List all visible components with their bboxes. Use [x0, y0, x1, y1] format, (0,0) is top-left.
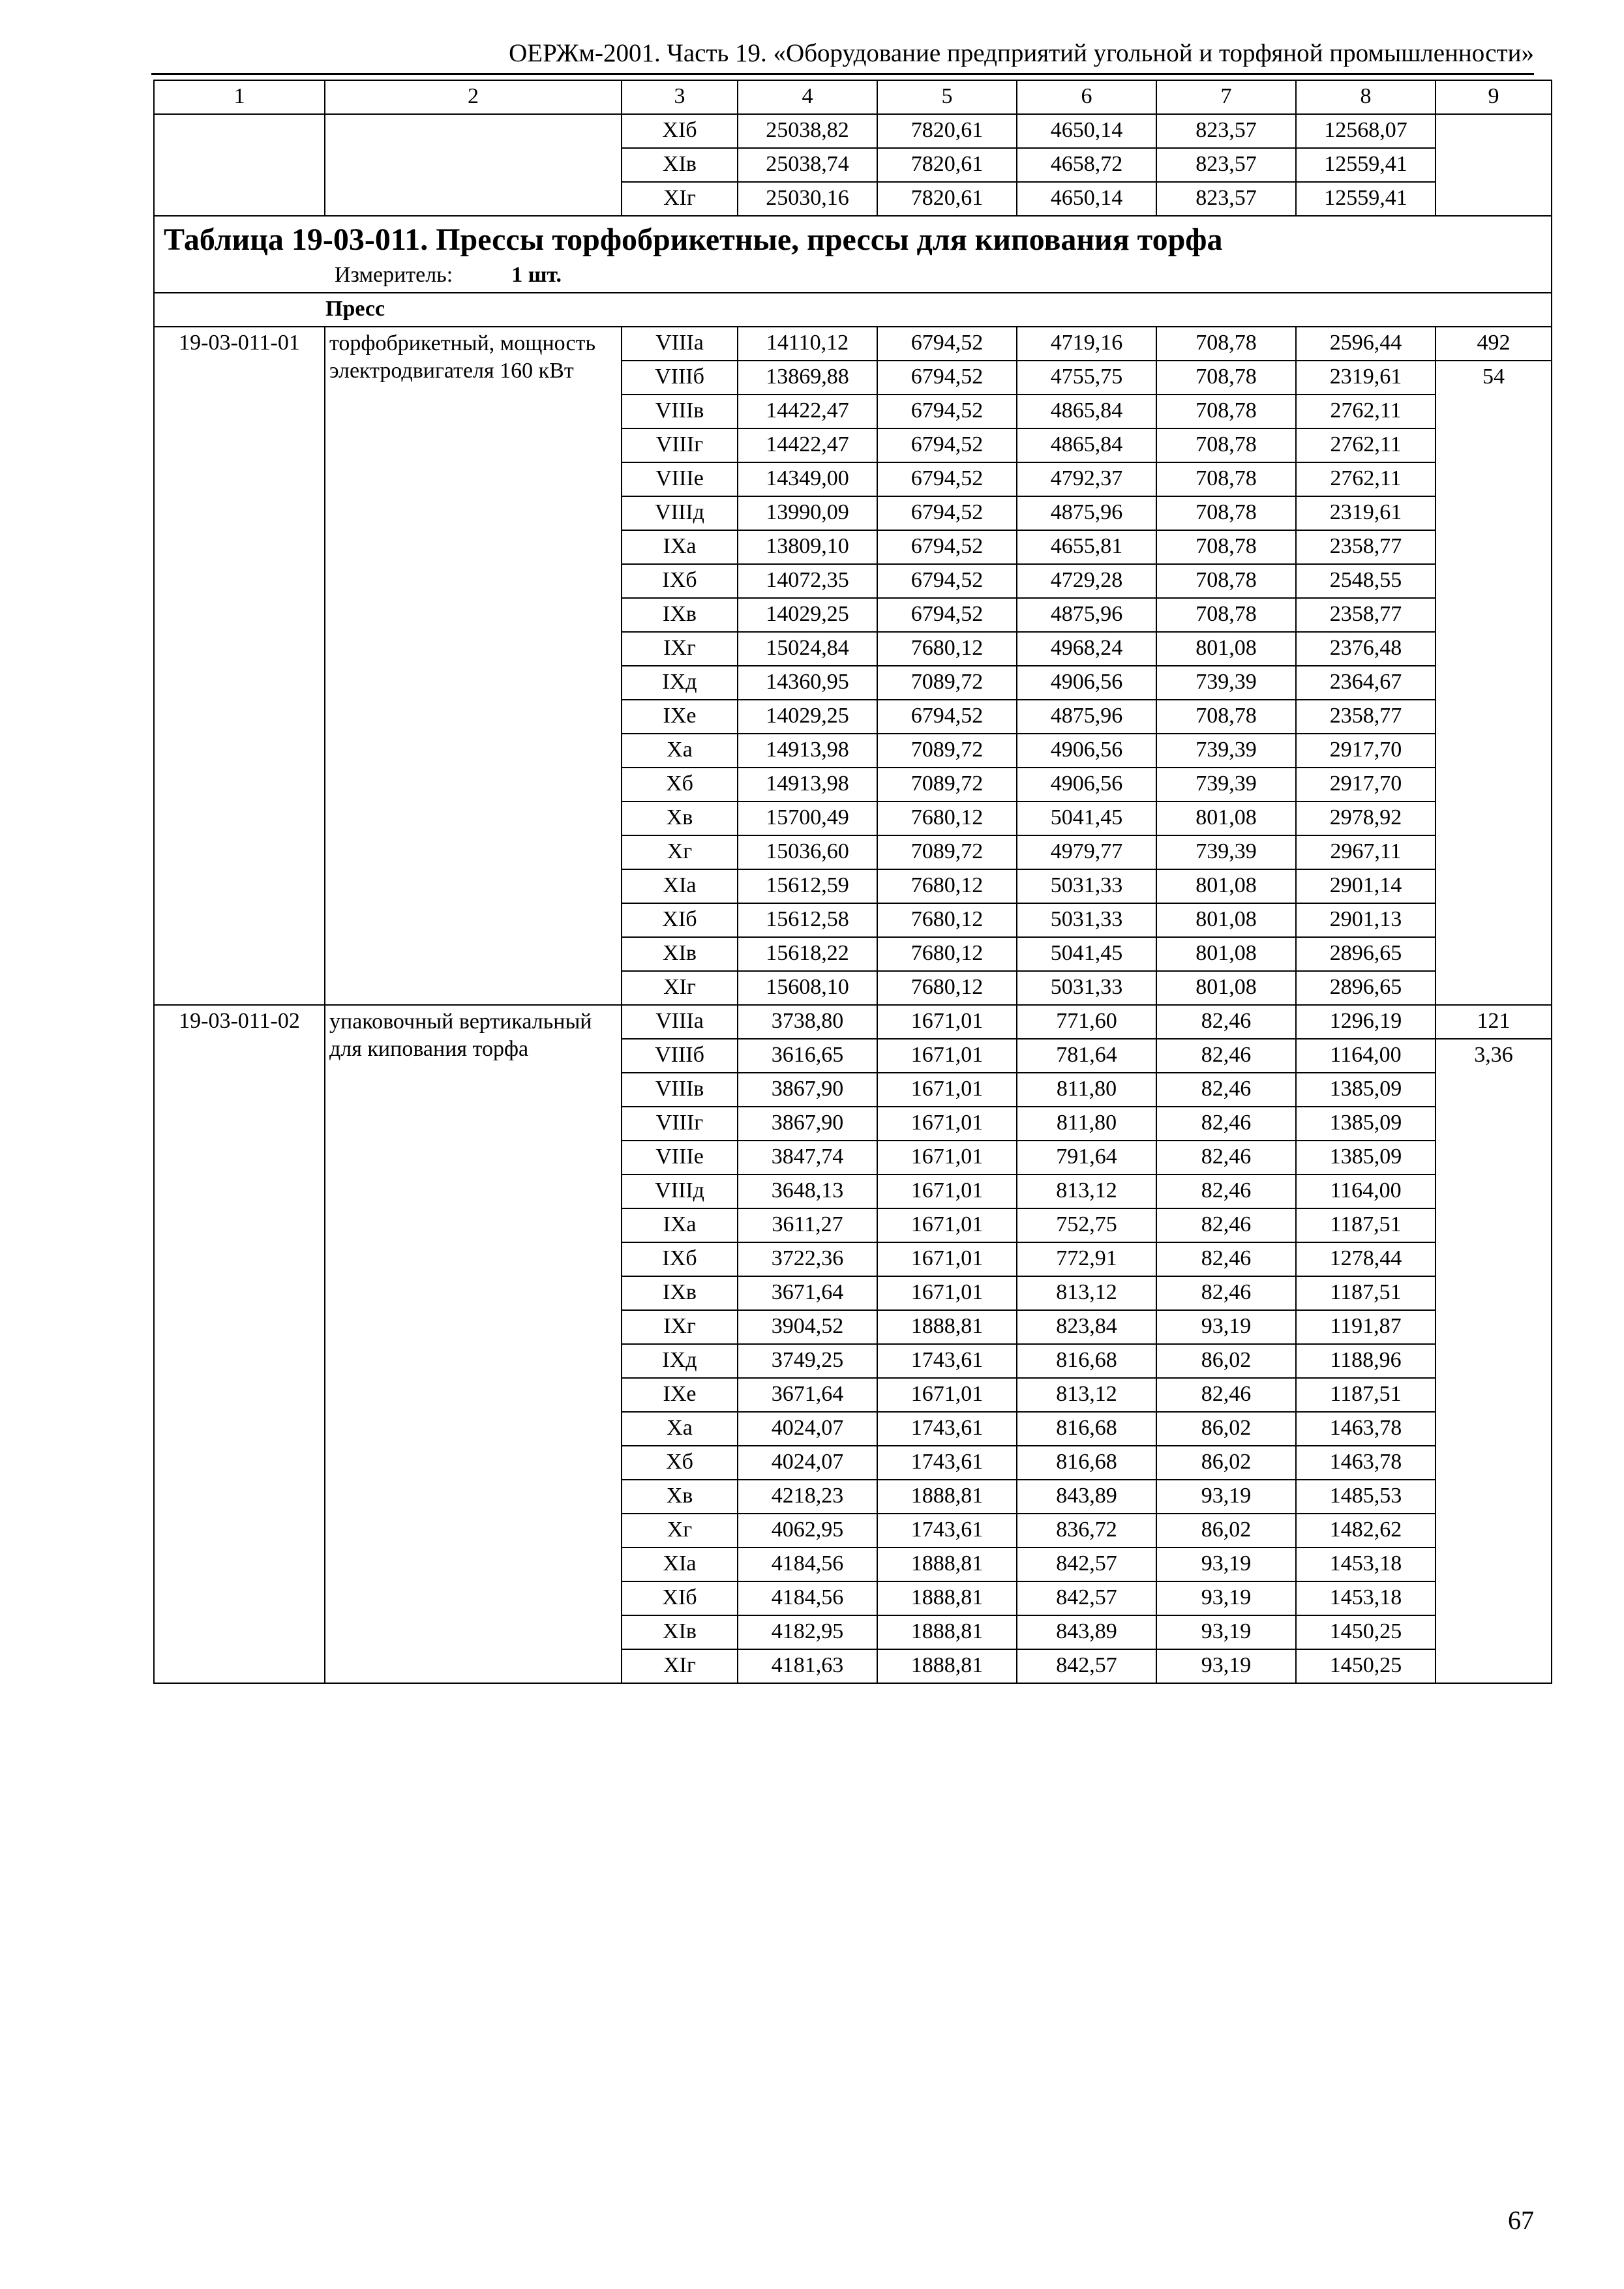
value-cell: VIIIд [622, 496, 738, 530]
value-cell: XIв [622, 148, 738, 182]
value-cell: 1671,01 [877, 1208, 1017, 1242]
item-code: 19-03-011-01 [154, 327, 325, 1005]
value-cell: VIIIа [622, 1005, 738, 1039]
col9-cell: 54 [1436, 361, 1552, 1005]
value-cell: 1888,81 [877, 1615, 1017, 1649]
table-row [154, 327, 1552, 361]
value-cell: 801,08 [1156, 937, 1296, 971]
value-cell: 6794,52 [877, 496, 1017, 530]
value-cell: 82,46 [1156, 1174, 1296, 1208]
value-cell: 86,02 [1156, 1446, 1296, 1480]
value-cell: 813,12 [1017, 1276, 1156, 1310]
value-cell: 14110,12 [738, 327, 877, 361]
value-cell: 1385,09 [1296, 1141, 1436, 1174]
value-cell: 4658,72 [1017, 148, 1156, 182]
value-cell: 6794,52 [877, 700, 1017, 734]
value-cell: 801,08 [1156, 801, 1296, 835]
value-cell: 5031,33 [1017, 903, 1156, 937]
value-cell: 2901,14 [1296, 869, 1436, 903]
value-cell: Xв [622, 801, 738, 835]
value-cell: 4182,95 [738, 1615, 877, 1649]
value-cell: 3847,74 [738, 1141, 877, 1174]
value-cell: 1453,18 [1296, 1548, 1436, 1581]
value-cell: 739,39 [1156, 666, 1296, 700]
value-cell: 1888,81 [877, 1581, 1017, 1615]
col9-cell: 3,36 [1436, 1039, 1552, 1683]
value-cell: 14422,47 [738, 395, 877, 428]
value-cell: 4792,37 [1017, 462, 1156, 496]
value-cell: 2896,65 [1296, 937, 1436, 971]
item-code: 19-03-011-02 [154, 1005, 325, 1683]
value-cell: 86,02 [1156, 1514, 1296, 1548]
value-cell: 7089,72 [877, 768, 1017, 801]
value-cell: 1485,53 [1296, 1480, 1436, 1514]
value-cell: 2762,11 [1296, 428, 1436, 462]
value-cell: 1450,25 [1296, 1649, 1436, 1683]
value-cell: 4875,96 [1017, 598, 1156, 632]
value-cell: 93,19 [1156, 1581, 1296, 1615]
value-cell: 86,02 [1156, 1344, 1296, 1378]
value-cell: 1671,01 [877, 1174, 1017, 1208]
value-cell: 4968,24 [1017, 632, 1156, 666]
value-cell: 7820,61 [877, 114, 1017, 148]
value-cell: IXб [622, 564, 738, 598]
value-cell: 708,78 [1156, 428, 1296, 462]
value-cell: 752,75 [1017, 1208, 1156, 1242]
value-cell: Xг [622, 835, 738, 869]
col9-cell [1436, 114, 1552, 216]
value-cell: 843,89 [1017, 1480, 1156, 1514]
value-cell: 4184,56 [738, 1581, 877, 1615]
value-cell: 3671,64 [738, 1276, 877, 1310]
col9-cell: 492 [1436, 327, 1552, 361]
value-cell: 14029,25 [738, 700, 877, 734]
value-cell: 2596,44 [1296, 327, 1436, 361]
value-cell: 15024,84 [738, 632, 877, 666]
value-cell: 3904,52 [738, 1310, 877, 1344]
value-cell: 7820,61 [877, 182, 1017, 216]
price-table [153, 80, 1552, 1684]
value-cell: 6794,52 [877, 395, 1017, 428]
value-cell: 4062,95 [738, 1514, 877, 1548]
value-cell: 1463,78 [1296, 1412, 1436, 1446]
value-cell: 842,57 [1017, 1581, 1156, 1615]
value-cell: 836,72 [1017, 1514, 1156, 1548]
value-cell: IXе [622, 700, 738, 734]
value-cell: 1187,51 [1296, 1276, 1436, 1310]
value-cell: IXд [622, 666, 738, 700]
value-cell: 12559,41 [1296, 182, 1436, 216]
value-cell: 823,57 [1156, 148, 1296, 182]
value-cell: XIв [622, 937, 738, 971]
value-cell: 4024,07 [738, 1446, 877, 1480]
value-cell: 2967,11 [1296, 835, 1436, 869]
value-cell: 4650,14 [1017, 182, 1156, 216]
value-cell: 3867,90 [738, 1073, 877, 1107]
group-label: Пресс [154, 293, 1552, 327]
value-cell: 4719,16 [1017, 327, 1156, 361]
column-number: 8 [1296, 80, 1436, 114]
value-cell: 6794,52 [877, 428, 1017, 462]
column-number: 4 [738, 80, 877, 114]
value-cell: 82,46 [1156, 1276, 1296, 1310]
value-cell: 813,12 [1017, 1378, 1156, 1412]
value-cell: 739,39 [1156, 768, 1296, 801]
value-cell: 5031,33 [1017, 971, 1156, 1005]
value-cell: 15618,22 [738, 937, 877, 971]
value-cell: 813,12 [1017, 1174, 1156, 1208]
value-cell: 1278,44 [1296, 1242, 1436, 1276]
measure-label: Измеритель: [335, 263, 453, 287]
value-cell: 1164,00 [1296, 1039, 1436, 1073]
value-cell: 2978,92 [1296, 801, 1436, 835]
value-cell: 3749,25 [738, 1344, 877, 1378]
value-cell: IXг [622, 1310, 738, 1344]
value-cell: 2358,77 [1296, 598, 1436, 632]
value-cell: 93,19 [1156, 1310, 1296, 1344]
value-cell: Xб [622, 1446, 738, 1480]
value-cell: VIIIб [622, 361, 738, 395]
value-cell: IXа [622, 1208, 738, 1242]
value-cell: XIв [622, 1615, 738, 1649]
value-cell: 25038,82 [738, 114, 877, 148]
value-cell: 6794,52 [877, 598, 1017, 632]
value-cell: 1187,51 [1296, 1208, 1436, 1242]
value-cell: XIб [622, 903, 738, 937]
value-cell: 1671,01 [877, 1039, 1017, 1073]
value-cell: 14029,25 [738, 598, 877, 632]
value-cell: 4655,81 [1017, 530, 1156, 564]
value-cell: 7680,12 [877, 937, 1017, 971]
table-row [154, 1005, 1552, 1039]
value-cell: 7680,12 [877, 632, 1017, 666]
value-cell: 82,46 [1156, 1378, 1296, 1412]
table-title: Таблица 19-03-011. Прессы торфобрикетные, прессы для кипования торфа [164, 222, 1223, 257]
value-cell: 12559,41 [1296, 148, 1436, 182]
value-cell: 842,57 [1017, 1649, 1156, 1683]
value-cell: VIIIв [622, 1073, 738, 1107]
value-cell: XIг [622, 1649, 738, 1683]
value-cell: 708,78 [1156, 598, 1296, 632]
value-cell: 4755,75 [1017, 361, 1156, 395]
value-cell: 1671,01 [877, 1276, 1017, 1310]
value-cell: Xа [622, 1412, 738, 1446]
value-cell: 4024,07 [738, 1412, 877, 1446]
value-cell: 708,78 [1156, 530, 1296, 564]
measure-line [164, 260, 1542, 292]
value-cell: 811,80 [1017, 1073, 1156, 1107]
value-cell: 801,08 [1156, 869, 1296, 903]
value-cell: 4865,84 [1017, 428, 1156, 462]
value-cell: 1888,81 [877, 1649, 1017, 1683]
value-cell: Xг [622, 1514, 738, 1548]
column-number: 3 [622, 80, 738, 114]
value-cell: XIб [622, 1581, 738, 1615]
value-cell: 2364,67 [1296, 666, 1436, 700]
value-cell: 1743,61 [877, 1514, 1017, 1548]
value-cell: 7820,61 [877, 148, 1017, 182]
value-cell: 2319,61 [1296, 361, 1436, 395]
column-number-row [154, 80, 1552, 114]
value-cell: 13809,10 [738, 530, 877, 564]
value-cell: 708,78 [1156, 496, 1296, 530]
value-cell: 5041,45 [1017, 937, 1156, 971]
value-cell: XIг [622, 182, 738, 216]
value-cell: 3616,65 [738, 1039, 877, 1073]
value-cell: 6794,52 [877, 361, 1017, 395]
value-cell: 93,19 [1156, 1615, 1296, 1649]
value-cell: 1743,61 [877, 1446, 1017, 1480]
value-cell: 6794,52 [877, 564, 1017, 598]
value-cell: VIIIг [622, 1107, 738, 1141]
value-cell: 1450,25 [1296, 1615, 1436, 1649]
value-cell: 3611,27 [738, 1208, 877, 1242]
value-cell: 13990,09 [738, 496, 877, 530]
value-cell: 7680,12 [877, 971, 1017, 1005]
value-cell: XIа [622, 1548, 738, 1581]
value-cell: IXг [622, 632, 738, 666]
value-cell: 5031,33 [1017, 869, 1156, 903]
column-number: 6 [1017, 80, 1156, 114]
value-cell: 2762,11 [1296, 395, 1436, 428]
value-cell: VIIIе [622, 462, 738, 496]
value-cell: 4906,56 [1017, 768, 1156, 801]
value-cell: 2896,65 [1296, 971, 1436, 1005]
value-cell: 1743,61 [877, 1344, 1017, 1378]
value-cell: 4875,96 [1017, 700, 1156, 734]
column-number: 9 [1436, 80, 1552, 114]
value-cell: IXд [622, 1344, 738, 1378]
value-cell: 86,02 [1156, 1412, 1296, 1446]
value-cell: 4979,77 [1017, 835, 1156, 869]
value-cell: 771,60 [1017, 1005, 1156, 1039]
value-cell: XIг [622, 971, 738, 1005]
value-cell: 14422,47 [738, 428, 877, 462]
value-cell: 15036,60 [738, 835, 877, 869]
value-cell: 1191,87 [1296, 1310, 1436, 1344]
value-cell: 1188,96 [1296, 1344, 1436, 1378]
value-cell: 2901,13 [1296, 903, 1436, 937]
column-number: 2 [325, 80, 622, 114]
value-cell: 1671,01 [877, 1242, 1017, 1276]
value-cell: 1482,62 [1296, 1514, 1436, 1548]
value-cell: 1888,81 [877, 1548, 1017, 1581]
value-cell: 25038,74 [738, 148, 877, 182]
value-cell: 15608,10 [738, 971, 877, 1005]
value-cell: 6794,52 [877, 530, 1017, 564]
value-cell: 1671,01 [877, 1107, 1017, 1141]
value-cell: 801,08 [1156, 632, 1296, 666]
value-cell: 1453,18 [1296, 1581, 1436, 1615]
value-cell: 2358,77 [1296, 700, 1436, 734]
value-cell: 801,08 [1156, 971, 1296, 1005]
value-cell: 7680,12 [877, 903, 1017, 937]
value-cell: 791,64 [1017, 1141, 1156, 1174]
running-header: ОЕРЖм-2001. Часть 19. «Оборудование предприятий угольной и торфяной промышленности» [509, 39, 1534, 67]
value-cell: Xб [622, 768, 738, 801]
value-cell: 708,78 [1156, 361, 1296, 395]
value-cell: IXа [622, 530, 738, 564]
value-cell: 82,46 [1156, 1073, 1296, 1107]
value-cell: VIIIб [622, 1039, 738, 1073]
table-title-cell [154, 216, 1552, 293]
value-cell: 7680,12 [877, 869, 1017, 903]
value-cell: 3671,64 [738, 1378, 877, 1412]
value-cell: 1463,78 [1296, 1446, 1436, 1480]
value-cell: 1671,01 [877, 1141, 1017, 1174]
value-cell: VIIIв [622, 395, 738, 428]
value-cell: 7089,72 [877, 734, 1017, 768]
value-cell: VIIIг [622, 428, 738, 462]
value-cell: IXе [622, 1378, 738, 1412]
value-cell: Xа [622, 734, 738, 768]
value-cell: IXв [622, 598, 738, 632]
value-cell: 14913,98 [738, 734, 877, 768]
value-cell: Xв [622, 1480, 738, 1514]
value-cell: 12568,07 [1296, 114, 1436, 148]
code-cell [154, 114, 325, 216]
value-cell: 801,08 [1156, 903, 1296, 937]
value-cell: 2917,70 [1296, 768, 1436, 801]
value-cell: 816,68 [1017, 1446, 1156, 1480]
value-cell: 708,78 [1156, 395, 1296, 428]
value-cell: 739,39 [1156, 734, 1296, 768]
value-cell: 2762,11 [1296, 462, 1436, 496]
item-name: торфобрикетный, мощность электродвигателя 160 кВт [325, 327, 622, 1005]
value-cell: 5041,45 [1017, 801, 1156, 835]
page-number: 67 [1508, 2206, 1534, 2235]
value-cell: 843,89 [1017, 1615, 1156, 1649]
value-cell: 15700,49 [738, 801, 877, 835]
value-cell: 1671,01 [877, 1005, 1017, 1039]
value-cell: 1385,09 [1296, 1107, 1436, 1141]
value-cell: 1671,01 [877, 1378, 1017, 1412]
value-cell: 93,19 [1156, 1649, 1296, 1683]
value-cell: IXв [622, 1276, 738, 1310]
value-cell: 4184,56 [738, 1548, 877, 1581]
value-cell: 823,57 [1156, 114, 1296, 148]
value-cell: 781,64 [1017, 1039, 1156, 1073]
value-cell: 82,46 [1156, 1005, 1296, 1039]
value-cell: 14913,98 [738, 768, 877, 801]
value-cell: 25030,16 [738, 182, 877, 216]
header-divider [151, 73, 1534, 75]
value-cell: 2319,61 [1296, 496, 1436, 530]
value-cell: 4218,23 [738, 1480, 877, 1514]
value-cell: 1888,81 [877, 1480, 1017, 1514]
value-cell: 4729,28 [1017, 564, 1156, 598]
value-cell: 1671,01 [877, 1073, 1017, 1107]
value-cell: 1296,19 [1296, 1005, 1436, 1039]
column-number: 5 [877, 80, 1017, 114]
value-cell: 772,91 [1017, 1242, 1156, 1276]
column-number: 1 [154, 80, 325, 114]
value-cell: VIIIа [622, 327, 738, 361]
col9-cell: 121 [1436, 1005, 1552, 1039]
value-cell: 4906,56 [1017, 666, 1156, 700]
value-cell: 14360,95 [738, 666, 877, 700]
value-cell: 6794,52 [877, 327, 1017, 361]
value-cell: 82,46 [1156, 1141, 1296, 1174]
value-cell: 739,39 [1156, 835, 1296, 869]
value-cell: 2376,48 [1296, 632, 1436, 666]
value-cell: XIб [622, 114, 738, 148]
name-cell [325, 114, 622, 216]
value-cell: 842,57 [1017, 1548, 1156, 1581]
value-cell: 1385,09 [1296, 1073, 1436, 1107]
group-label-row [154, 293, 1552, 327]
value-cell: 82,46 [1156, 1208, 1296, 1242]
value-cell: 7680,12 [877, 801, 1017, 835]
value-cell: 4875,96 [1017, 496, 1156, 530]
value-cell: VIIIд [622, 1174, 738, 1208]
value-cell: 4865,84 [1017, 395, 1156, 428]
value-cell: 1888,81 [877, 1310, 1017, 1344]
table-row [154, 114, 1552, 148]
value-cell: 7089,72 [877, 835, 1017, 869]
table-title-row [154, 216, 1552, 293]
value-cell: 2358,77 [1296, 530, 1436, 564]
value-cell: 93,19 [1156, 1548, 1296, 1581]
value-cell: 6794,52 [877, 462, 1017, 496]
value-cell: 1743,61 [877, 1412, 1017, 1446]
value-cell: 82,46 [1156, 1107, 1296, 1141]
value-cell: 3648,13 [738, 1174, 877, 1208]
value-cell: 2917,70 [1296, 734, 1436, 768]
item-name: упаковочный вертикальный для кипования торфа [325, 1005, 622, 1683]
value-cell: 823,57 [1156, 182, 1296, 216]
measure-value: 1 шт. [511, 263, 562, 287]
value-cell: IXб [622, 1242, 738, 1276]
value-cell: 1187,51 [1296, 1378, 1436, 1412]
value-cell: 14072,35 [738, 564, 877, 598]
value-cell: 708,78 [1156, 462, 1296, 496]
value-cell: VIIIе [622, 1141, 738, 1174]
value-cell: 4650,14 [1017, 114, 1156, 148]
column-number: 7 [1156, 80, 1296, 114]
value-cell: 3722,36 [738, 1242, 877, 1276]
value-cell: 1164,00 [1296, 1174, 1436, 1208]
value-cell: 4181,63 [738, 1649, 877, 1683]
value-cell: 816,68 [1017, 1344, 1156, 1378]
value-cell: 708,78 [1156, 327, 1296, 361]
table-body [154, 80, 1552, 1683]
value-cell: 7089,72 [877, 666, 1017, 700]
value-cell: 4906,56 [1017, 734, 1156, 768]
value-cell: 3867,90 [738, 1107, 877, 1141]
value-cell: 15612,59 [738, 869, 877, 903]
value-cell: 82,46 [1156, 1039, 1296, 1073]
value-cell: 708,78 [1156, 564, 1296, 598]
value-cell: 15612,58 [738, 903, 877, 937]
value-cell: 93,19 [1156, 1480, 1296, 1514]
value-cell: 3738,80 [738, 1005, 877, 1039]
value-cell: 14349,00 [738, 462, 877, 496]
value-cell: 816,68 [1017, 1412, 1156, 1446]
value-cell: XIа [622, 869, 738, 903]
value-cell: 708,78 [1156, 700, 1296, 734]
value-cell: 811,80 [1017, 1107, 1156, 1141]
value-cell: 82,46 [1156, 1242, 1296, 1276]
value-cell: 13869,88 [738, 361, 877, 395]
value-cell: 2548,55 [1296, 564, 1436, 598]
value-cell: 823,84 [1017, 1310, 1156, 1344]
